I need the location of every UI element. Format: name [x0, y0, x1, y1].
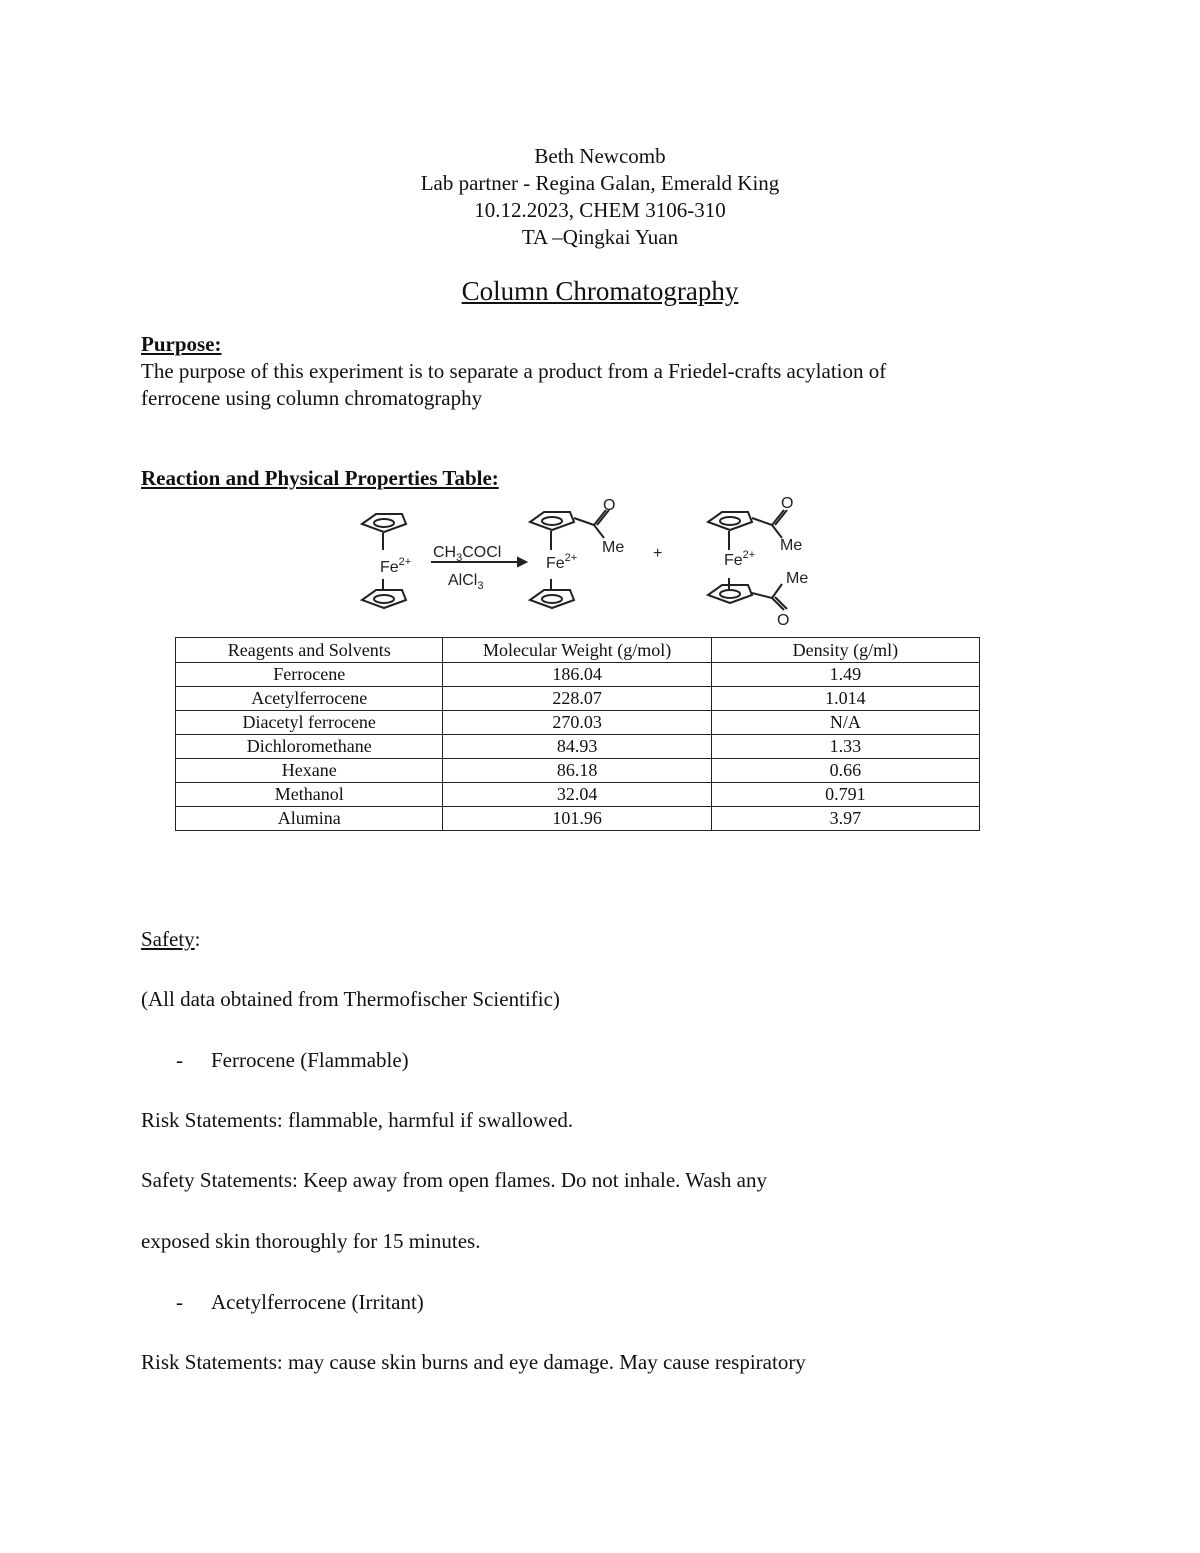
fe-label-product2: $Fe^{2+}$: [724, 549, 756, 569]
cell-density: 1.014: [711, 687, 979, 711]
date-course: 10.12.2023, CHEM 3106-310: [474, 198, 726, 222]
table-row: [176, 711, 980, 735]
table-row: [176, 783, 980, 807]
methyl-label-product1: Me: [602, 539, 625, 556]
cell-density: 3.97: [711, 807, 979, 831]
safety-statement-ferrocene-line-2: exposed skin thoroughly for 15 minutes.: [141, 1229, 481, 1253]
reagent-aluminum-chloride: AlCl$_3$: [448, 572, 484, 592]
cell-reagent: Alumina: [176, 807, 443, 831]
lab-partners: Lab partner - Regina Galan, Emerald King: [420, 171, 780, 195]
physical-properties-table: [175, 637, 980, 831]
cell-molecular-weight: 32.04: [443, 783, 711, 807]
safety-source: (All data obtained from Thermofischer Scientific): [141, 987, 560, 1011]
table-row: [176, 759, 980, 783]
oxygen-label-product2-bottom: O: [777, 612, 790, 629]
purpose-heading: Purpose:: [141, 332, 222, 356]
cell-molecular-weight: 101.96: [443, 807, 711, 831]
cell-molecular-weight: 270.03: [443, 711, 711, 735]
cell-reagent: Ferrocene: [176, 663, 443, 687]
cell-reagent: Acetylferrocene: [176, 687, 443, 711]
bullet-dash-2: -: [176, 1290, 183, 1314]
plus-sign: +: [653, 545, 663, 562]
reagent-acetyl-chloride: $CH_3COCl$: [433, 544, 502, 564]
cell-density: 0.66: [711, 759, 979, 783]
risk-statement-acetylferrocene: Risk Statements: may cause skin burns and eye damage. May cause respiratory: [141, 1350, 806, 1374]
cell-molecular-weight: 86.18: [443, 759, 711, 783]
oxygen-label-product1: O: [603, 497, 616, 514]
fe-label-reactant: $Fe^{2+}$: [380, 556, 412, 576]
cell-reagent: Diacetyl ferrocene: [176, 711, 443, 735]
oxygen-label-product2-top: O: [781, 495, 794, 512]
header-density: Density (g/ml): [711, 638, 979, 663]
cell-density: N/A: [711, 711, 979, 735]
safety-heading-colon: :: [194, 927, 201, 951]
safety-heading: Safety: [141, 927, 195, 951]
fe-label-product1: $Fe^{2+}$: [546, 552, 578, 572]
table-row: [176, 663, 980, 687]
safety-statement-ferrocene-line-1: Safety Statements: Keep away from open flames. Do not inhale. Wash any: [141, 1168, 768, 1192]
cell-molecular-weight: 84.93: [443, 735, 711, 759]
cell-molecular-weight: 186.04: [443, 663, 711, 687]
table-row: [176, 687, 980, 711]
header-reagents: Reagents and Solvents: [176, 638, 443, 663]
safety-heading-line: [141, 926, 201, 953]
header-molecular-weight: Molecular Weight (g/mol): [443, 638, 711, 663]
methyl-label-product2-top: Me: [780, 537, 803, 554]
hazard-item-ferrocene: Ferrocene (Flammable): [211, 1048, 409, 1072]
purpose-line-2: ferrocene using column chromatography: [141, 386, 483, 410]
cell-reagent: Hexane: [176, 759, 443, 783]
author-name: Beth Newcomb: [534, 144, 666, 168]
page-title: Column Chromatography: [461, 276, 739, 306]
table-header-row: [176, 638, 980, 663]
cell-density: 1.33: [711, 735, 979, 759]
methyl-label-product2-bottom: Me: [786, 570, 809, 587]
risk-statement-ferrocene: Risk Statements: flammable, harmful if swallowed.: [141, 1108, 574, 1132]
bullet-dash-1: -: [176, 1048, 183, 1072]
table-row: [176, 807, 980, 831]
reaction-scheme: [340, 492, 840, 632]
teaching-assistant: TA –Qingkai Yuan: [521, 225, 679, 249]
hazard-item-acetylferrocene: Acetylferrocene (Irritant): [211, 1290, 424, 1314]
cell-reagent: Methanol: [176, 783, 443, 807]
reaction-heading: Reaction and Physical Properties Table:: [141, 466, 499, 490]
cell-density: 0.791: [711, 783, 979, 807]
table-row: [176, 735, 980, 759]
cell-density: 1.49: [711, 663, 979, 687]
purpose-line-1: The purpose of this experiment is to separate a product from a Friedel-crafts acylation of: [141, 359, 887, 383]
cell-reagent: Dichloromethane: [176, 735, 443, 759]
cell-molecular-weight: 228.07: [443, 687, 711, 711]
